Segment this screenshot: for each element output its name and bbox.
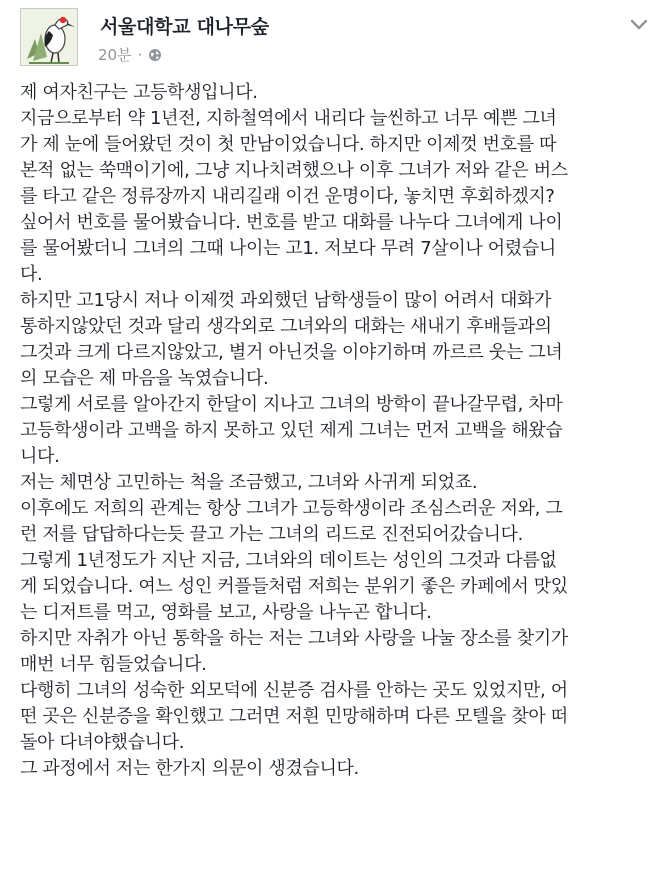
post-line: 제 여자친구는 고등학생입니다. [20,82,258,103]
post-line: 지금으로부터 약 1년전, 지하철역에서 내리다 늘씬하고 너무 예쁜 그녀 [20,108,557,129]
post-header [20,8,654,68]
post-line: 다행히 그녀의 성숙한 외모덕에 신분증 검사를 안하는 곳도 있었지만, 어 [20,680,568,701]
post-line: 그것과 크게 다르지않았고, 별거 아닌것을 이야기하며 까르르 웃는 그녀 [20,342,563,363]
post-line: 다. [20,264,43,285]
post-line: 를 물어봤더니 그녀의 그때 나이는 고1. 저보다 무려 7살이나 어렸습니 [20,238,556,259]
post-line: 통하지않았던 것과 달리 생각외로 그녀와의 대화는 새내기 후배들과의 [20,316,552,337]
post-line: 그렇게 1년정도가 지난 지금, 그녀와의 데이트는 성인의 그것과 다름없 [20,550,557,571]
meta-separator: · [137,45,143,64]
post-line: 싶어서 번호를 물어봤습니다. 번호를 받고 대화를 나누다 그녀에게 나이 [20,212,563,233]
post-line: 가 제 눈에 들어왔던 것이 첫 만남이었습니다. 하지만 이제껏 번호를 따 [20,134,557,155]
post-line: 그 과정에서 저는 한가지 의문이 생겼습니다. [20,758,359,779]
post-line: 는 디저트를 먹고, 영화를 보고, 사랑을 나누곤 합니다. [20,602,432,623]
post-meta [98,44,162,65]
avatar[interactable] [20,8,78,66]
post-line: 매번 너무 힘들었습니다. [20,654,207,675]
post-line: 하지만 고1당시 저나 이제껏 과외했던 남학생들이 많이 어려서 대화가 [20,290,552,311]
globe-icon[interactable] [148,48,162,62]
crane-logo-icon [21,9,77,65]
page-name[interactable]: 서울대학교 대나무숲 [100,16,269,38]
post-line: 고등학생이라 고백을 하지 못하고 있던 제게 그녀는 먼저 고백을 해왔습 [20,420,563,441]
post-line: 그렇게 서로를 알아간지 한달이 지나고 그녀의 방학이 끝나갈무렵, 차마 [20,394,563,415]
post-line: 돌아 다녀야했습니다. [20,732,185,753]
post-line: 를 타고 같은 정류장까지 내리길래 이건 운명이다, 놓치면 후회하겠지? [20,186,555,207]
post-line: 의 모습은 제 마음을 녹였습니다. [20,368,269,389]
post-line: 니다. [20,446,60,467]
post-line: 본적 없는 쑥맥이기에, 그냥 지나치려했으나 이후 그녀가 저와 같은 버스 [20,160,568,181]
post-line: 떤 곳은 신분증을 확인했고 그러면 저흰 민망해하며 다른 모텔을 찾아 떠 [20,706,568,727]
post-line: 하지만 자취가 아닌 통학을 하는 저는 그녀와 사랑을 나눌 장소를 찾기가 [20,628,568,649]
chevron-down-icon[interactable] [630,18,648,32]
post-time[interactable]: 20분 [98,46,132,64]
post-line: 게 되었습니다. 여느 성인 커플들처럼 저희는 분위기 좋은 카페에서 맛있 [20,576,568,597]
post-line: 저는 체면상 고민하는 척을 조금했고, 그녀와 사귀게 되었죠. [20,472,478,493]
post-line: 이후에도 저희의 관계는 항상 그녀가 고등학생이라 조심스러운 저와, 그 [20,498,563,519]
post-line: 런 저를 답답하다는듯 끌고 가는 그녀의 리드로 진전되어갔습니다. [20,524,523,545]
post-body [20,80,656,782]
